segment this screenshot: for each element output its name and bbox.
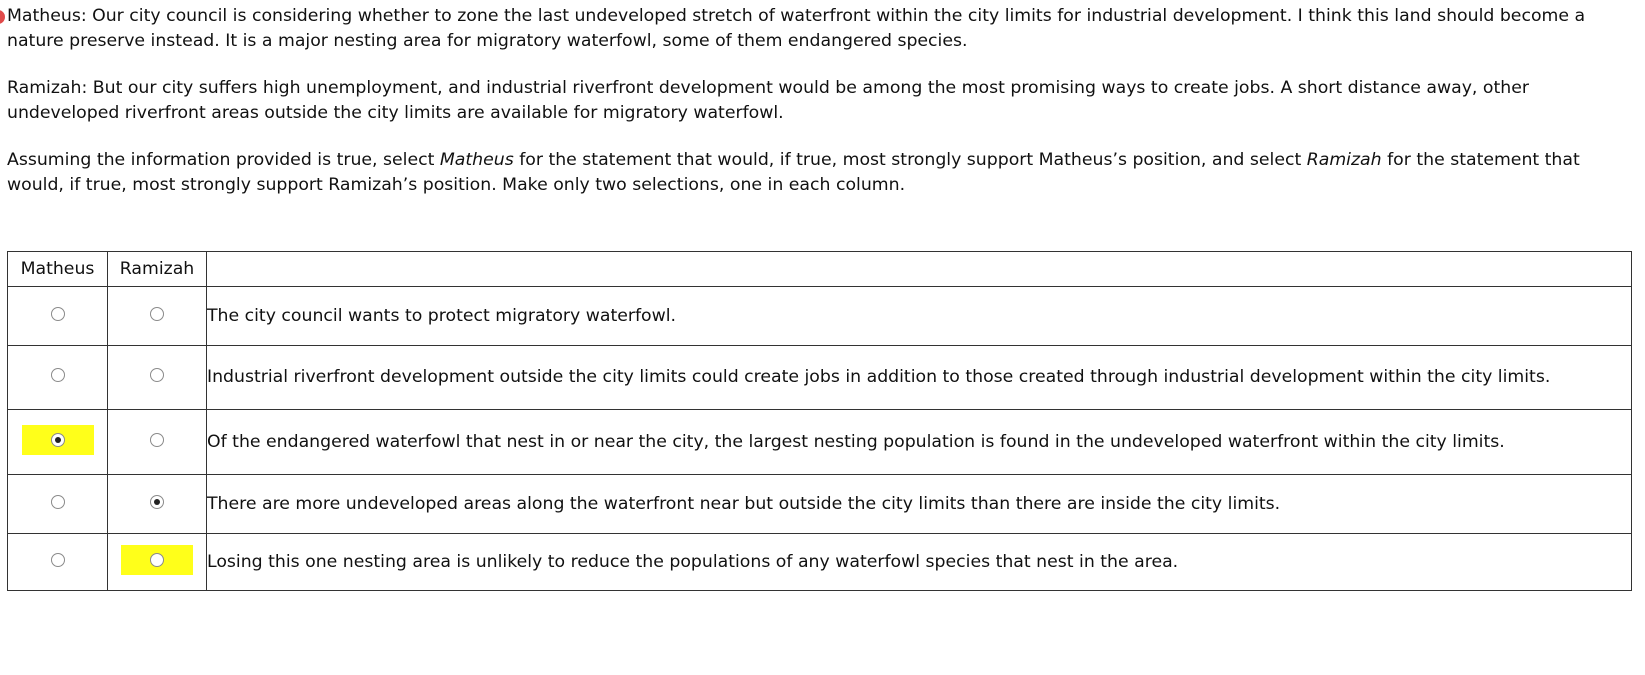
bookmark-marker-icon <box>0 10 5 24</box>
matheus-radio-button[interactable] <box>51 495 65 509</box>
table-row <box>8 287 1632 346</box>
ramizah-radio-button[interactable] <box>150 433 164 447</box>
answer-statement: Industrial riverfront development outside the city limits could create jobs in addition to those created through industrial development within the city limits. <box>207 346 1632 410</box>
matheus-radio-button[interactable] <box>51 553 65 567</box>
instruction-matheus-name: Matheus <box>439 150 514 170</box>
matheus-choice-cell <box>8 534 108 591</box>
matheus-radio-button[interactable] <box>51 307 65 321</box>
answer-table <box>7 251 1632 591</box>
matheus-radio-button[interactable] <box>51 368 65 382</box>
ramizah-radio-button[interactable] <box>150 307 164 321</box>
ramizah-choice-cell <box>108 287 207 346</box>
matheus-radio-wrapper <box>22 487 94 517</box>
matheus-radio-wrapper <box>22 425 94 455</box>
column-header-ramizah: Ramizah <box>108 252 207 287</box>
ramizah-radio-button[interactable] <box>150 368 164 382</box>
ramizah-choice-cell <box>108 410 207 475</box>
ramizah-statement: Ramizah: But our city suffers high unemployment, and industrial riverfront development would be among the most promising ways to create jobs. A short distance away, other undeveloped riverfront areas outside the city limits are available for migratory waterfowl. <box>7 78 1529 123</box>
matheus-choice-cell <box>8 346 108 410</box>
matheus-radio-wrapper <box>22 545 94 575</box>
matheus-radio-wrapper <box>22 299 94 329</box>
instruction-part3: for the statement that would, if true, most strongly support Ramizah’s position. Make only two selections, one in each column. <box>7 150 1580 195</box>
answer-statement: Of the endangered waterfowl that nest in or near the city, the largest nesting population is found in the undeveloped waterfront within the city limits. <box>207 410 1632 475</box>
instruction-ramizah-name: Ramizah <box>1306 150 1382 170</box>
ramizah-radio-wrapper <box>121 545 193 575</box>
instruction-part1: Assuming the information provided is true, select <box>7 150 440 170</box>
column-header-matheus: Matheus <box>8 252 108 287</box>
ramizah-radio-button[interactable] <box>150 495 164 509</box>
ramizah-radio-wrapper <box>121 299 193 329</box>
ramizah-radio-button[interactable] <box>150 553 164 567</box>
ramizah-radio-wrapper <box>121 487 193 517</box>
ramizah-choice-cell <box>108 475 207 534</box>
matheus-choice-cell <box>8 410 108 475</box>
answer-statement: There are more undeveloped areas along the waterfront near but outside the city limits than there are inside the city limits. <box>207 475 1632 534</box>
instruction-text <box>7 148 1632 198</box>
table-row <box>8 410 1632 475</box>
matheus-choice-cell <box>8 475 108 534</box>
table-row <box>8 475 1632 534</box>
ramizah-choice-cell <box>108 346 207 410</box>
matheus-radio-button[interactable] <box>51 433 65 447</box>
column-header-statement <box>207 252 1632 287</box>
answer-statement: The city council wants to protect migratory waterfowl. <box>207 287 1632 346</box>
ramizah-choice-cell <box>108 534 207 591</box>
matheus-choice-cell <box>8 287 108 346</box>
question-prompt <box>7 4 1632 220</box>
ramizah-radio-wrapper <box>121 425 193 455</box>
instruction-part2: for the statement that would, if true, most strongly support Matheus’s position, and select <box>513 150 1307 170</box>
matheus-statement: Matheus: Our city council is considering whether to zone the last undeveloped stretch of waterfront within the city limits for industrial development. I think this land should become a nature preserve instead. It is a major nesting area for migratory waterfowl, some of them endangered species. <box>7 6 1586 51</box>
ramizah-radio-wrapper <box>121 360 193 390</box>
matheus-radio-wrapper <box>22 360 94 390</box>
answer-statement: Losing this one nesting area is unlikely to reduce the populations of any waterfowl species that nest in the area. <box>207 534 1632 591</box>
table-row <box>8 534 1632 591</box>
table-header-row <box>8 252 1632 287</box>
table-row <box>8 346 1632 410</box>
